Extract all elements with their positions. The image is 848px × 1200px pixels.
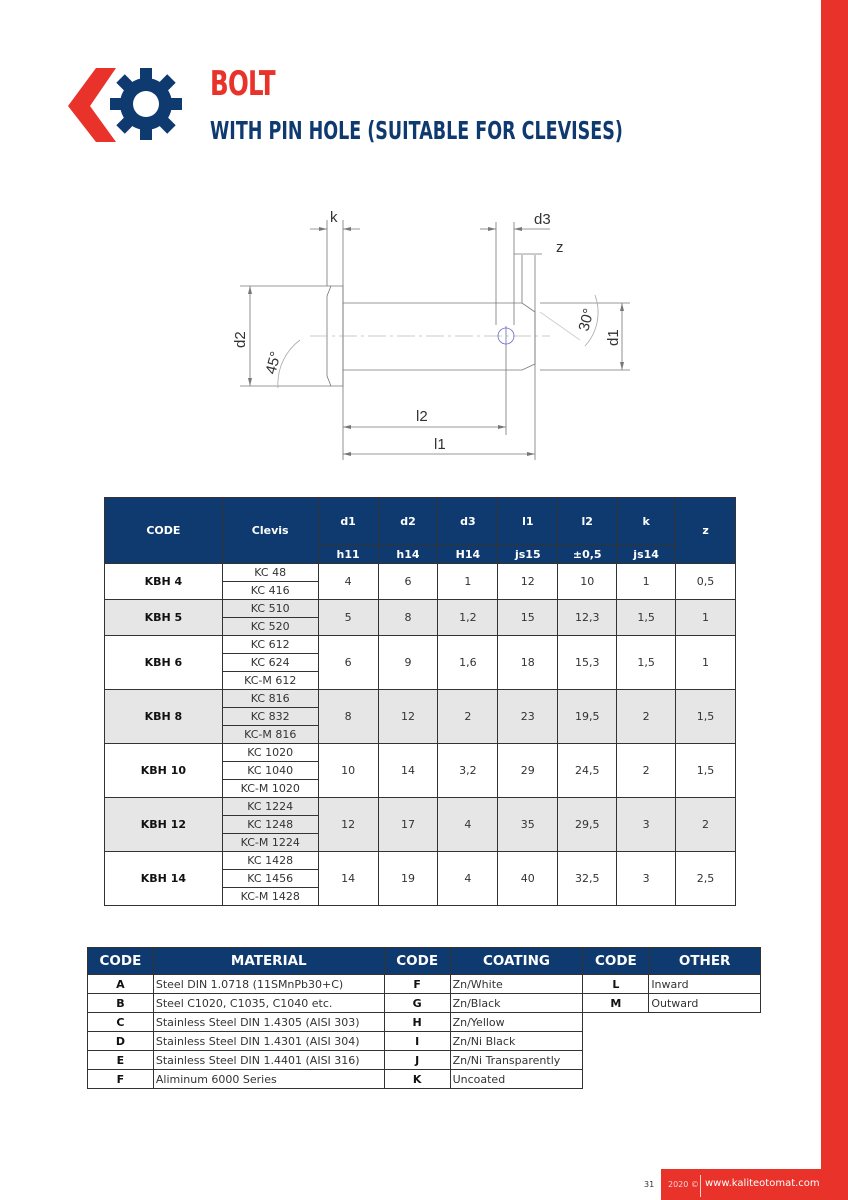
label-angle-30: 30°	[575, 306, 598, 334]
coating-name: Zn/Ni Black	[450, 1032, 583, 1051]
value-d2: 17	[378, 798, 438, 852]
material-code: B	[88, 994, 154, 1013]
tolerance-k: js14	[617, 546, 676, 564]
option-row	[88, 975, 761, 994]
company-logo	[66, 66, 188, 144]
header-z: z	[676, 498, 736, 564]
value-d1: 6	[318, 636, 378, 690]
clevis-code: KC 816	[222, 690, 318, 708]
empty-cell	[583, 1051, 649, 1070]
page-title: BOLT	[210, 64, 275, 104]
dimension-table	[104, 497, 736, 906]
value-d2: 12	[378, 690, 438, 744]
product-code: KBH 8	[105, 690, 223, 744]
clevis-code: KC-M 1020	[222, 780, 318, 798]
material-name: Stainless Steel DIN 1.4401 (AISI 316)	[153, 1051, 384, 1070]
clevis-code: KC-M 612	[222, 672, 318, 690]
value-l1: 29	[498, 744, 558, 798]
value-z: 0,5	[676, 564, 736, 600]
value-l1: 12	[498, 564, 558, 600]
clevis-code: KC 624	[222, 654, 318, 672]
coating-name: Zn/Yellow	[450, 1013, 583, 1032]
tolerance-d1: h11	[318, 546, 378, 564]
header-coating: COATING	[450, 948, 583, 975]
other-code: L	[583, 975, 649, 994]
chevron-logo-icon	[68, 68, 116, 142]
coating-name: Zn/White	[450, 975, 583, 994]
coating-code: K	[384, 1070, 450, 1089]
value-z: 2	[676, 798, 736, 852]
option-row	[88, 994, 761, 1013]
header-other-code: CODE	[583, 948, 649, 975]
empty-cell	[649, 1051, 761, 1070]
header-d3: d3	[438, 498, 498, 546]
page-subtitle: WITH PIN HOLE (SUITABLE FOR CLEVISES)	[210, 116, 623, 145]
value-l2: 15,3	[558, 636, 617, 690]
clevis-code: KC 48	[222, 564, 318, 582]
value-z: 1	[676, 600, 736, 636]
empty-cell	[649, 1013, 761, 1032]
spec-row	[105, 636, 736, 654]
option-row	[88, 1013, 761, 1032]
header-other: OTHER	[649, 948, 761, 975]
value-l2: 29,5	[558, 798, 617, 852]
material-code: A	[88, 975, 154, 994]
spec-row	[105, 690, 736, 708]
value-d1: 12	[318, 798, 378, 852]
header-k: k	[617, 498, 676, 546]
material-name: Steel C1020, C1035, C1040 etc.	[153, 994, 384, 1013]
coating-name: Zn/Ni Transparently	[450, 1051, 583, 1070]
coating-code: J	[384, 1051, 450, 1070]
value-d1: 14	[318, 852, 378, 906]
value-l1: 23	[498, 690, 558, 744]
value-d2: 19	[378, 852, 438, 906]
spec-row	[105, 600, 736, 618]
value-l2: 24,5	[558, 744, 617, 798]
spec-row	[105, 798, 736, 816]
coating-name: Uncoated	[450, 1070, 583, 1089]
clevis-code: KC-M 1428	[222, 888, 318, 906]
value-d3: 2	[438, 690, 498, 744]
spec-row	[105, 564, 736, 582]
value-l2: 10	[558, 564, 617, 600]
value-d3: 1	[438, 564, 498, 600]
material-code: E	[88, 1051, 154, 1070]
footer-copyright-year: 2020 ©	[668, 1180, 699, 1189]
value-l2: 12,3	[558, 600, 617, 636]
value-d2: 9	[378, 636, 438, 690]
header-clevis: Clevis	[222, 498, 318, 564]
value-d3: 3,2	[438, 744, 498, 798]
value-k: 3	[617, 798, 676, 852]
value-k: 1,5	[617, 600, 676, 636]
label-z: z	[556, 239, 564, 256]
value-d1: 5	[318, 600, 378, 636]
clevis-code: KC 1224	[222, 798, 318, 816]
clevis-code: KC 520	[222, 618, 318, 636]
value-d1: 4	[318, 564, 378, 600]
label-k: k	[330, 209, 338, 226]
clevis-code: KC 1040	[222, 762, 318, 780]
clevis-code: KC 832	[222, 708, 318, 726]
product-code: KBH 6	[105, 636, 223, 690]
label-l2: l2	[416, 408, 428, 425]
value-d1: 10	[318, 744, 378, 798]
coating-code: H	[384, 1013, 450, 1032]
label-d2: d2	[232, 331, 249, 348]
value-d3: 4	[438, 852, 498, 906]
tolerance-l1: js15	[498, 546, 558, 564]
value-k: 2	[617, 744, 676, 798]
clevis-code: KC 1020	[222, 744, 318, 762]
material-name: Stainless Steel DIN 1.4305 (AISI 303)	[153, 1013, 384, 1032]
coating-name: Zn/Black	[450, 994, 583, 1013]
other-name: Outward	[649, 994, 761, 1013]
clevis-code: KC-M 1224	[222, 834, 318, 852]
empty-cell	[583, 1013, 649, 1032]
value-d3: 1,2	[438, 600, 498, 636]
spec-row	[105, 852, 736, 870]
value-d3: 4	[438, 798, 498, 852]
gear-icon	[110, 68, 182, 140]
value-l2: 32,5	[558, 852, 617, 906]
value-k: 1,5	[617, 636, 676, 690]
value-l2: 19,5	[558, 690, 617, 744]
tolerance-d3: H14	[438, 546, 498, 564]
coating-code: G	[384, 994, 450, 1013]
clevis-code: KC 1248	[222, 816, 318, 834]
value-z: 2,5	[676, 852, 736, 906]
spec-row	[105, 744, 736, 762]
value-l1: 18	[498, 636, 558, 690]
value-d2: 8	[378, 600, 438, 636]
value-d3: 1,6	[438, 636, 498, 690]
header-code: CODE	[105, 498, 223, 564]
header-d1: d1	[318, 498, 378, 546]
value-d2: 6	[378, 564, 438, 600]
product-code: KBH 14	[105, 852, 223, 906]
tolerance-l2: ±0,5	[558, 546, 617, 564]
label-l1: l1	[434, 436, 446, 453]
value-l1: 35	[498, 798, 558, 852]
material-name: Stainless Steel DIN 1.4301 (AISI 304)	[153, 1032, 384, 1051]
value-d1: 8	[318, 690, 378, 744]
footer-separator	[700, 1175, 701, 1197]
value-l1: 40	[498, 852, 558, 906]
product-code: KBH 4	[105, 564, 223, 600]
product-code: KBH 10	[105, 744, 223, 798]
material-code: F	[88, 1070, 154, 1089]
empty-cell	[649, 1070, 761, 1089]
page-number: 31	[644, 1180, 655, 1189]
option-row	[88, 1051, 761, 1070]
value-l1: 15	[498, 600, 558, 636]
header-l2: l2	[558, 498, 617, 546]
option-row	[88, 1032, 761, 1051]
bolt-technical-drawing	[220, 200, 640, 470]
tolerance-d2: h14	[378, 546, 438, 564]
material-name: Steel DIN 1.0718 (11SMnPb30+C)	[153, 975, 384, 994]
other-name: Inward	[649, 975, 761, 994]
empty-cell	[649, 1032, 761, 1051]
value-k: 2	[617, 690, 676, 744]
header-l1: l1	[498, 498, 558, 546]
value-k: 3	[617, 852, 676, 906]
label-d1: d1	[605, 329, 622, 346]
clevis-code: KC 510	[222, 600, 318, 618]
options-table	[87, 947, 761, 1089]
label-d3: d3	[534, 211, 551, 228]
header-coating-code: CODE	[384, 948, 450, 975]
clevis-code: KC 1428	[222, 852, 318, 870]
value-k: 1	[617, 564, 676, 600]
value-z: 1,5	[676, 690, 736, 744]
coating-code: I	[384, 1032, 450, 1051]
product-code: KBH 5	[105, 600, 223, 636]
header-material: MATERIAL	[153, 948, 384, 975]
product-code: KBH 12	[105, 798, 223, 852]
clevis-code: KC 416	[222, 582, 318, 600]
coating-code: F	[384, 975, 450, 994]
empty-cell	[583, 1070, 649, 1089]
label-angle-45: 45°	[262, 349, 285, 377]
empty-cell	[583, 1032, 649, 1051]
value-z: 1,5	[676, 744, 736, 798]
clevis-code: KC-M 816	[222, 726, 318, 744]
footer-website-link[interactable]: www.kaliteotomat.com	[705, 1178, 820, 1189]
value-z: 1	[676, 636, 736, 690]
clevis-code: KC 612	[222, 636, 318, 654]
material-code: C	[88, 1013, 154, 1032]
material-code: D	[88, 1032, 154, 1051]
value-d2: 14	[378, 744, 438, 798]
other-code: M	[583, 994, 649, 1013]
clevis-code: KC 1456	[222, 870, 318, 888]
material-name: Aliminum 6000 Series	[153, 1070, 384, 1089]
header-d2: d2	[378, 498, 438, 546]
header-material-code: CODE	[88, 948, 154, 975]
side-accent-bar	[821, 0, 848, 1200]
option-row	[88, 1070, 761, 1089]
